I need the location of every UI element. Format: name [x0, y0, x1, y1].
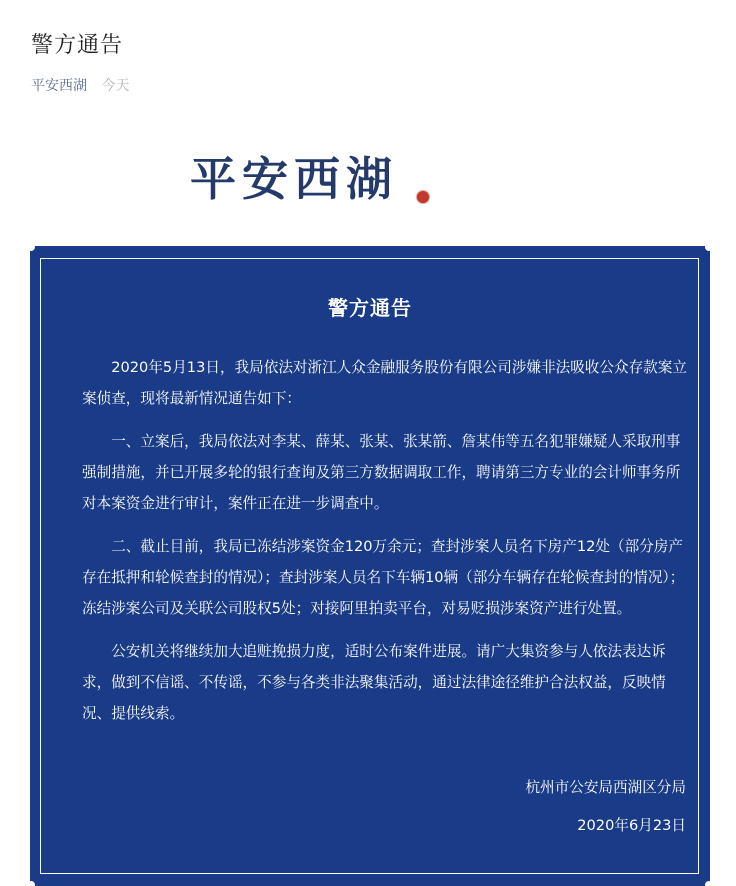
seal-icon [416, 190, 430, 204]
corner-dot-icon [27, 881, 35, 886]
account-name-link[interactable]: 平安西湖 [31, 78, 87, 94]
notice-signature-date: 2020年6月23日 [577, 817, 686, 834]
corner-dot-icon [705, 881, 713, 886]
publish-date: 今天 [101, 78, 130, 94]
account-logo [190, 146, 440, 216]
logo-text: 平安西湖 [190, 152, 398, 206]
notice-paragraph: 一、立案后，我局依法对李某、薛某、张某、张某箭、詹某伟等五名犯罪嫌疑人采取刑事强制措施，并已开展多轮的银行查询及第三方数据调取工作，聘请第三方专业的会计师事务所对本案资金进行审计，案件正在进一步调查中。 [82, 433, 681, 512]
article-title: 警方通告 [31, 33, 124, 58]
notice-paragraph: 2020年5月13日，我局依法对浙江人众金融服务股份有限公司涉嫌非法吸收公众存款案立案侦查，现将最新情况通告如下： [82, 359, 687, 407]
notice-paragraph: 二、截止目前，我局已冻结涉案资金120万余元；查封涉案人员名下房产12处（部分房产存在抵押和轮候查封的情况）；查封涉案人员名下车辆10辆（部分车辆存在轮候查封的情况）；冻结涉案公司及关联公司股权5处；对接阿里拍卖平台，对易贬损涉案资产进行处置。 [82, 538, 685, 617]
notice-signature: 杭州市公安局西湖区分局 [525, 779, 686, 796]
article-meta [31, 76, 129, 96]
notice-paragraph: 公安机关将继续加大追赃挽损力度，适时公布案件进展。请广大集资参与人依法表达诉求，做到不信谣、不传谣，不参与各类非法聚集活动，通过法律途径维护合法权益，反映情况、提供线索。 [82, 643, 666, 722]
notice-body [82, 352, 692, 741]
corner-dot-icon [27, 243, 35, 251]
notice-image [30, 246, 710, 886]
notice-heading: 警方通告 [328, 296, 412, 320]
corner-dot-icon [705, 243, 713, 251]
